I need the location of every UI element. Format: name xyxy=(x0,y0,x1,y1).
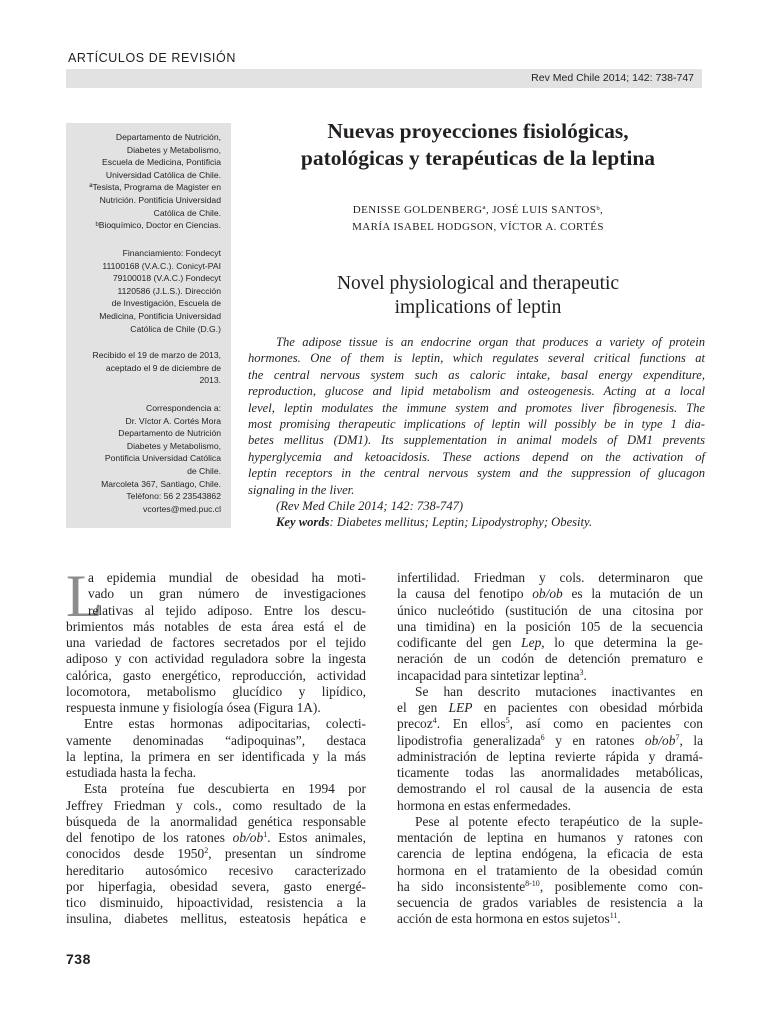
dropcap: L xyxy=(66,563,103,629)
body-text-line: Esta proteína fue descubierta en 1994 por xyxy=(84,781,366,797)
correspondence-line: Departamento de Nutrición xyxy=(118,428,221,439)
body-column-right xyxy=(397,570,703,928)
dates-block xyxy=(92,349,221,387)
dates-line: 2013. xyxy=(199,375,221,386)
affiliation-block xyxy=(89,131,221,232)
affiliation-line: Diabetes y Metabolismo, xyxy=(126,144,221,155)
body-text-line: la leptina, la primera en ser identificada y la más xyxy=(66,748,366,764)
funding-line: Medicina, Pontificia Universidad xyxy=(99,310,221,321)
funding-line: Financiamiento: Fondecyt xyxy=(122,248,221,258)
body-text-line: Pese al potente efecto terapéutico de la suple- xyxy=(415,813,703,829)
affiliation-line: Departamento de Nutrición, xyxy=(115,132,221,142)
body-text-line: precoz$^4$. En ellos$^5$, así como en pacientes con xyxy=(397,716,703,732)
body-text-line: tico disminuido, hipoactividad, resistencia a la xyxy=(66,895,366,910)
abstract-line: betes mellitus (DM1). Its supplementation in animal models of DM1 prevents xyxy=(248,433,705,448)
body-text-line: neración de un codón de detención prematuro e xyxy=(397,651,703,667)
body-text-line: locomotora, metabolismo glucídico y lipídico, xyxy=(66,683,366,699)
citation-bar xyxy=(66,69,702,88)
article-title xyxy=(248,118,708,172)
affiliation-line: ᵇBioquímico, Doctor en Ciencias. xyxy=(95,220,221,231)
funding-line: 11100168 (V.A.C.). Conicyt-PAI xyxy=(102,260,221,271)
english-title-line: implications of leptin xyxy=(394,297,562,318)
affiliation-line: Escuela de Medicina, Pontificia xyxy=(102,157,221,168)
body-text-line: del fenotipo de los ratones $ob/ob^1$. Estos animales, xyxy=(66,830,366,845)
body-text-line: incapacidad para sintetizar leptina$^3$. xyxy=(397,667,587,683)
authors-line: DENISSE GOLDENBERGª, JOSÉ LUIS SANTOSᵇ, xyxy=(352,204,604,216)
authors xyxy=(248,202,708,236)
correspondence-email[interactable]: vcortes@med.puc.cl xyxy=(143,503,221,514)
body-text-line: insulina, diabetes mellitus, esteatosis hepática e xyxy=(66,911,366,927)
body-text-line: demostrando el rol causal de la ausencia de esta xyxy=(397,781,703,797)
body-text-line: único nucleótido (sustitución de una citosina por xyxy=(397,602,703,618)
body-text-line: mentación de leptina en humanos y ratones con xyxy=(397,830,703,845)
body-text-line: estudiada hasta la fecha. xyxy=(66,765,197,780)
correspondence-block xyxy=(101,402,221,515)
page-number: 738 xyxy=(66,951,91,967)
body-text-line: codificante del gen Lep, lo que determina la ge- xyxy=(397,635,703,650)
body-text-line: una variedad de factores secretados por el tejido xyxy=(66,635,366,650)
abstract-line: most promising therapeutic implications of leptin will possibly be in type 1 dia- xyxy=(248,417,705,432)
english-title xyxy=(248,272,708,320)
body-text-line: lipodistrofia generalizada$^6$ y en ratones $ob/ob^7$, la xyxy=(397,732,704,748)
title-line: patológicas y terapéuticas de la leptina xyxy=(300,146,656,170)
correspondence-line: Diabetes y Metabolismo, xyxy=(126,440,221,451)
title-line: Nuevas proyecciones fisiológicas, xyxy=(327,119,629,143)
body-text-line: por hiperfagia, obesidad severa, gasto energé- xyxy=(66,878,366,894)
journal-citation: Rev Med Chile 2014; 142: 738-747 xyxy=(531,72,694,84)
abstract-citation: (Rev Med Chile 2014; 142: 738-747) xyxy=(276,499,464,514)
body-text-line: la causa del fenotipo ob/ob es la mutación de un xyxy=(397,586,703,602)
abstract-line: signaling in the liver. xyxy=(248,482,355,497)
sidebar xyxy=(66,123,231,528)
correspondence-line: de Chile. xyxy=(187,465,221,476)
funding-block xyxy=(99,247,221,335)
body-text-line: calórica, gasto energético, reproducción, actividad xyxy=(66,667,366,683)
keywords-label: Key words xyxy=(276,515,330,530)
keywords xyxy=(248,514,705,530)
abstract-line: hyperglycemia and ketoacidosis. These actions depend on the activation of xyxy=(248,449,705,464)
dates-line: aceptado el 9 de diciembre de xyxy=(105,362,221,373)
correspondence-line: Marcoleta 367, Santiago, Chile. xyxy=(101,478,221,489)
body-text-line: carencia de leptina endógena, la eficacia de esta xyxy=(397,846,703,862)
abstract-line: reproduction, glucose and lipid metabolism and osteogenesis. Acting at a local xyxy=(248,384,705,399)
dates-line: Recibido el 19 de marzo de 2013, xyxy=(92,350,221,360)
abstract xyxy=(248,334,705,531)
abstract-line: leptin receptors in the central nervous system and the suppression of glucagon xyxy=(248,466,705,481)
body-text-line: hormona en estas enfermedades. xyxy=(397,797,572,813)
abstract-line: hormones. One of them is leptin, which regulates several critical functions at xyxy=(248,351,705,366)
body-text-line: una timidina) en la posición 105 de la secuencia xyxy=(397,618,703,634)
correspondence-line: Dr. Víctor A. Cortés Mora xyxy=(125,415,221,426)
abstract-line: level, leptin modulates the immune system and promotes liver fibrogenesis. The xyxy=(248,400,705,415)
body-text-line: ha sido inconsistente$^{8-10}$, posiblemente como con- xyxy=(397,878,703,894)
funding-line: de Investigación, Escuela de xyxy=(111,298,221,309)
body-text-line: brimientos más notables de esta área está el de xyxy=(66,618,366,634)
body-text-line: el gen LEP en pacientes con obesidad mórbida xyxy=(397,700,703,715)
body-text-line: Entre estas hormonas adipocitarias, colecti- xyxy=(84,716,366,732)
body-text-line: respuesta inmune y fisiología ósea (Figura 1A). xyxy=(66,700,321,715)
funding-line: 1120586 (J.L.S.). Dirección xyxy=(117,285,221,296)
body-text-line: conocidos desde 1950$^2$, presentan un síndrome xyxy=(66,846,366,862)
body-text-line: adiposo y con actividad reguladora sobre la ingesta xyxy=(66,651,366,667)
body-text-line: Jeffrey Friedman y cols., como resultado de la xyxy=(66,797,366,813)
body-text-line: relativas al tejido adiposo. Entre los descu- xyxy=(88,602,366,618)
section-label: ARTÍCULOS DE REVISIÓN xyxy=(68,51,236,65)
affiliation-line: ªTesista, Programa de Magister en xyxy=(89,182,221,193)
body-text-line: secuencia de grados variables de resistencia a la xyxy=(397,895,703,910)
body-text-line: hereditario autosómico recesivo caracterizado xyxy=(66,862,366,878)
affiliation-line: Nutrición. Pontificia Universidad xyxy=(99,194,221,205)
correspondence-line: Correspondencia a: xyxy=(145,403,221,413)
abstract-line: the central nervous system such as caloric intake, basal energy expenditure, xyxy=(248,367,705,382)
body-text-line: Se han descrito mutaciones inactivantes en xyxy=(415,683,703,699)
funding-line: Católica de Chile (D.G.) xyxy=(130,323,221,334)
abstract-line: The adipose tissue is an endocrine organ that produces a variety of protein xyxy=(276,335,705,349)
affiliation-line: Universidad Católica de Chile. xyxy=(105,169,221,180)
body-column-left xyxy=(66,570,366,928)
body-text-line: vado un gran número de investigaciones xyxy=(88,586,366,602)
body-text-line: búsqueda de la anormalidad genética responsable xyxy=(66,813,366,829)
affiliation-line: Católica de Chile. xyxy=(153,207,221,218)
body-text-line: acción de esta hormona en estos sujetos$^{11}$. xyxy=(397,911,621,927)
body-text-line: vamente denominadas “adipoquinas”, destaca xyxy=(66,732,366,748)
correspondence-line: Pontificia Universidad Católica xyxy=(104,453,221,464)
body-text-line: a epidemia mundial de obesidad ha moti- xyxy=(88,570,366,585)
body-text-line: administración de leptina revierte rápida y dramá- xyxy=(397,748,703,764)
body-text-line: ticamente todas las anormalidades metabólicas, xyxy=(397,765,703,780)
body-text-line: hormona en el tratamiento de la obesidad común xyxy=(397,862,703,878)
keywords-text: : Diabetes mellitus; Leptin; Lipodystrophy; Obesity. xyxy=(329,515,593,530)
funding-line: 79100018 (V.A.C.) Fondecyt xyxy=(112,273,221,284)
body-text-line: infertilidad. Friedman y cols. determinaron que xyxy=(397,570,703,585)
authors-line: MARÍA ISABEL HODGSON, VÍCTOR A. CORTÉS xyxy=(352,221,604,233)
correspondence-line: Teléfono: 56 2 23543862 xyxy=(126,491,221,502)
english-title-line: Novel physiological and therapeutic xyxy=(336,273,620,294)
